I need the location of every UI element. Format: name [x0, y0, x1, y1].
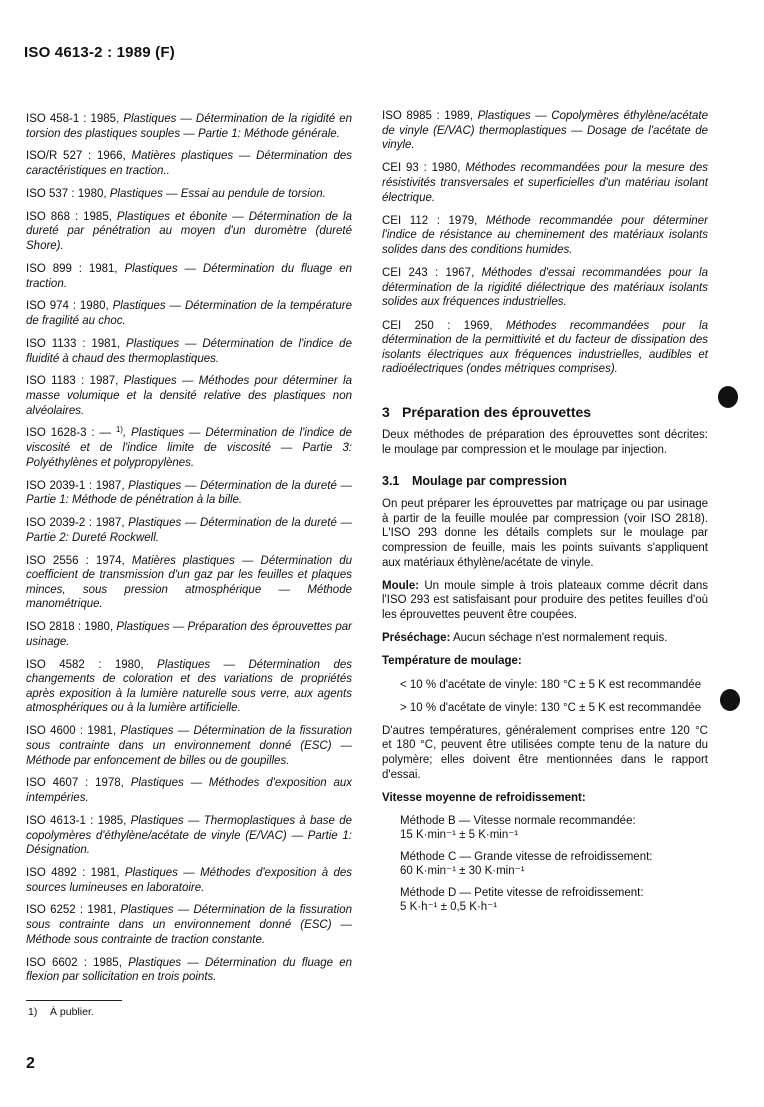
ref-title: Plastiques — Détermination de la fissuration sous contrainte dans un environnement donné (ESC) — Méthode sous contrainte de traction constante. [26, 904, 352, 946]
ref-title: Méthodes recommandées pour la détermination de la permittivité et du facteur de dissipation des isolants électriques aux fréquences industrielles, audibles et radioélectriques (ondes métriques comprises). [382, 319, 708, 376]
ref-title: Matières plastiques — Détermination du coefficient de transmission d'un gaz par les feuilles et plaques minces, sous pression atmosphérique — Méthode manométrique. [26, 554, 353, 611]
ref-number: ISO 2556 : 1974, [26, 554, 125, 567]
ref-number: ISO 2039-2 : 1987, [26, 517, 125, 530]
ref-title: Plastiques — Détermination du fluage en traction. [26, 262, 352, 290]
footnote-text: À publier. [50, 1006, 94, 1018]
mould-text: Un moule simple à trois plateaux comme décrit dans l'ISO 293 est satisfaisant pour produire des petites feuilles d'où les éprouvettes peuvent être coupées. [382, 579, 708, 621]
ref-number: ISO 537 : 1980, [26, 187, 107, 200]
reference-entry [26, 337, 352, 366]
reference-entry [382, 319, 708, 377]
ref-title: Plastiques — Détermination de la fissuration sous contrainte dans un environnement donné (ESC) — Méthode par enfoncement de billes ou de goupilles. [26, 725, 352, 767]
punch-hole-mark [720, 689, 740, 711]
section-3-heading [382, 405, 708, 420]
ref-number: ISO 868 : 1985, [26, 210, 112, 223]
ref-number: ISO 899 : 1981, [26, 262, 118, 275]
ref-number: ISO 1133 : 1981, [26, 337, 121, 350]
ref-title: Plastiques — Préparation des éprouvettes par usinage. [26, 621, 352, 648]
ref-number: ISO 1628-3 : — [26, 427, 111, 440]
ref-number: ISO 458-1 : 1985, [26, 113, 120, 125]
ref-number: ISO 4892 : 1981, [26, 866, 120, 879]
right-column [382, 109, 708, 922]
temperature-high-vac: > 10 % d'acétate de vinyle: 130 °C ± 5 K est recommandée [400, 701, 702, 714]
reference-entry [26, 187, 352, 202]
cooling-method-c [382, 850, 708, 878]
ref-number: CEI 93 : 1980, [382, 162, 461, 175]
ref-title: Plastiques — Méthodes d'exposition aux intempéries. [26, 777, 353, 805]
ref-number: ISO 4600 : 1981, [26, 725, 117, 738]
reference-entry [26, 426, 352, 470]
ref-number: CEI 243 : 1967, [382, 267, 475, 280]
section-title: Préparation des éprouvettes [402, 403, 592, 420]
compression-paragraph-1: On peut préparer les éprouvettes par matriçage ou par usinage à partir de la feuille moulée par compression (voir ISO 2818). L'ISO 293 donne les détails complets sur le moulage par compression de feuille, mais les points suivants s'appliquent aux matériaux éthylène/acétate de vinyle. [382, 498, 708, 569]
cooling-method-d [382, 886, 708, 914]
ref-title: Méthodes recommandées pour la mesure des résistivités transversales et superficielles d'un matériau isolant électrique. [382, 162, 708, 204]
ref-title: Plastiques — Méthodes d'exposition à des sources lumineuses en laboratoire. [26, 866, 353, 894]
ref-title: Plastiques — Détermination des changements de coloration et des variations de propriétés après exposition à la lumière naturelle sous verre, aux agents atmosphériques ou à la lumière artificielle. [26, 658, 352, 715]
predrying-paragraph [382, 631, 708, 646]
predrying-label: Préséchage: [382, 632, 451, 644]
reference-entry [26, 776, 352, 805]
reference-entry [26, 956, 352, 985]
subsection-number: 3.1 [382, 473, 400, 488]
left-column [26, 112, 352, 993]
predrying-text: Aucun séchage n'est normalement requis. [452, 632, 668, 644]
reference-entry [26, 724, 352, 768]
ref-number: ISO/R 527 : 1966, [26, 150, 126, 163]
method-rate: 60 K·min⁻¹ ± 30 K·min⁻¹ [400, 865, 525, 878]
reference-entry [26, 299, 352, 328]
ref-title: Plastiques — Détermination de l'indice de fluidité à chaud des thermoplastiques. [26, 337, 352, 365]
ref-title: Méthode recommandée pour déterminer l'indice de résistance au cheminement des matériaux isolants solides dans des conditions humides. [382, 214, 708, 256]
moulding-temperature-label: Température de moulage: [382, 655, 522, 668]
ref-title: Plastiques et ébonite — Détermination de la dureté par pénétration au moyen d'un duromètre (dureté Shore). [26, 210, 352, 253]
reference-entry [26, 814, 352, 858]
ref-number: ISO 6252 : 1981, [26, 904, 117, 917]
method-rate: 15 K·min⁻¹ ± 5 K·min⁻¹ [400, 829, 519, 842]
reference-entry [26, 210, 352, 254]
reference-entry [26, 620, 352, 649]
footnote [28, 1006, 94, 1018]
ref-title: Plastiques — Essai au pendule de torsion. [109, 187, 326, 200]
ref-number: ISO 2039-1 : 1987, [26, 479, 125, 492]
ref-number: ISO 4613-1 : 1985, [26, 814, 127, 827]
method-name: Méthode C — Grande vitesse de refroidissement: [400, 851, 653, 864]
ref-number: ISO 974 : 1980, [26, 300, 109, 313]
reference-entry [382, 161, 708, 205]
mould-label: Moule: [382, 579, 420, 592]
ref-title: Plastiques — Détermination de la dureté — Partie 2: Dureté Rockwell. [26, 517, 352, 544]
reference-entry [26, 262, 352, 291]
section-3-intro: Deux méthodes de préparation des éprouvettes sont décrites: le moulage par compression et le moulage par injection. [382, 429, 708, 457]
ref-title: Plastiques — Copolymères éthylène/acétate de vinyle (E/VAC) thermoplastiques — Dosage de l'acétate de vinyle. [382, 110, 708, 152]
reference-entry [26, 516, 352, 545]
ref-title: Plastiques — Détermination de la température de fragilité au choc. [26, 300, 352, 328]
ref-number: ISO 1183 : 1987, [26, 375, 119, 388]
reference-entry [26, 903, 352, 947]
ref-number: ISO 4607 : 1978, [26, 777, 124, 790]
reference-entry [26, 554, 352, 612]
punch-hole-mark [718, 386, 738, 408]
ref-number: ISO 2818 : 1980, [26, 621, 114, 634]
ref-title: Plastiques — Détermination du fluage en flexion par sollicitation en trois points. [26, 956, 353, 984]
ref-title: Plastiques — Méthodes pour déterminer la masse volumique et la densité relative des plastiques non alvéolaires. [26, 375, 352, 417]
page-number: 2 [26, 1055, 35, 1072]
ref-title: Plastiques — Détermination de la dureté — Partie 1: Méthode de pénétration à la bille. [26, 479, 352, 507]
subsection-title: Moulage par compression [412, 473, 567, 488]
document-header-title: ISO 4613-2 : 1989 (F) [24, 44, 175, 61]
reference-entry [26, 112, 352, 141]
method-name: Méthode D — Petite vitesse de refroidissement: [400, 887, 644, 900]
ref-title: , Plastiques — Détermination de l'indice de viscosité et de l'indice limite de viscosité — Partie 3: Polyéthylènes et polypropylènes. [26, 427, 352, 469]
reference-entry [382, 214, 708, 258]
method-name: Méthode B — Vitesse normale recommandée: [400, 815, 636, 828]
ref-number: CEI 250 : 1969, [382, 319, 493, 332]
cooling-rate-label: Vitesse moyenne de refroidissement: [382, 791, 586, 804]
reference-entry [26, 374, 352, 418]
ref-title: Plastiques — Détermination de la rigidité en torsion des plastiques souples — Partie 1: Méthode générale. [26, 113, 352, 140]
ref-number: ISO 8985 : 1989, [382, 110, 474, 122]
reference-entry [26, 479, 352, 508]
footnote-mark: 1) [28, 1006, 38, 1018]
section-number: 3 [382, 403, 390, 420]
reference-entry [26, 658, 352, 716]
section-3-1-heading [382, 474, 708, 489]
ref-number: ISO 6602 : 1985, [26, 956, 122, 969]
temperature-note: D'autres températures, généralement comprises entre 120 °C et 180 °C, peuvent être utilisées compte tenu de la nature du polymère; elles doivent être mentionnées dans le rapport d'essai. [382, 724, 708, 781]
mould-paragraph [382, 579, 708, 623]
reference-entry [26, 149, 352, 178]
reference-entry [26, 866, 352, 895]
ref-title: Plastiques — Thermoplastiques à base de copolymères d'éthylène/acétate de vinyle (E/VAC) — Partie 1: Désignation. [26, 814, 352, 857]
footnote-marker: 1) [115, 425, 123, 435]
ref-number: ISO 4582 : 1980, [26, 658, 144, 671]
footnote-divider [26, 1000, 122, 1001]
temperature-low-vac: < 10 % d'acétate de vinyle: 180 °C ± 5 K est recommandée [400, 678, 702, 691]
ref-number: CEI 112 : 1979, [382, 214, 478, 227]
reference-entry [382, 109, 708, 153]
ref-title: Matières plastiques — Détermination des caractéristiques en traction.. [26, 150, 352, 178]
reference-entry [382, 266, 708, 310]
method-rate: 5 K·h⁻¹ ± 0,5 K·h⁻¹ [400, 901, 498, 914]
cooling-method-b [382, 814, 708, 842]
ref-title: Méthodes d'essai recommandées pour la détermination de la rigidité diélectrique des matériaux isolants solides aux fréquences industrielles. [382, 267, 708, 309]
